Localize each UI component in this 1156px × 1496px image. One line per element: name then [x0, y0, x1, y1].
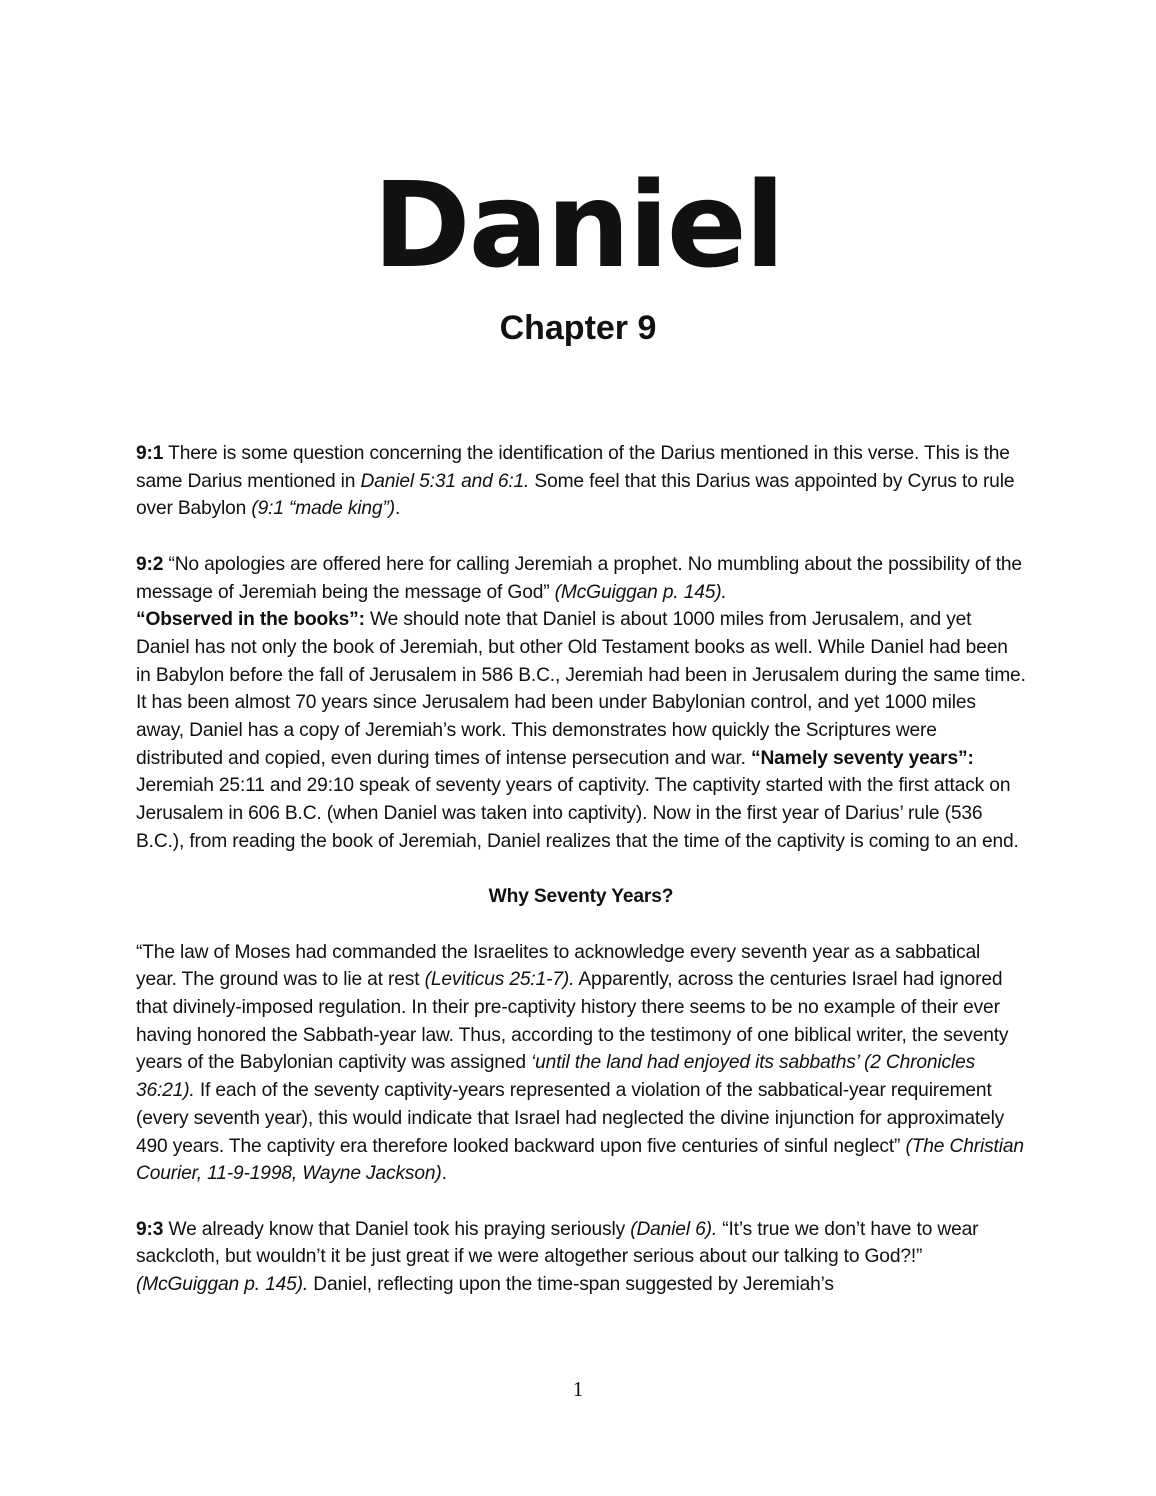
citation: ‘until the land had enjoyed its sabbaths’ (2 Chronicles 36:21).: [136, 1052, 976, 1102]
verse-ref: 9:2: [136, 553, 164, 575]
text-run: We should note that Daniel is about 1000 miles from Jerusalem, and yet Daniel has not only the book of Jeremiah, but other Old Testament books as well. While Daniel had been in Babylon before the fall of Jerusalem in 586 B.C., Jeremiah had been in Jerusalem during the same time. It has been almost 70 years since Jerusalem had been under Babylonian control, and yet 1000 miles away, Daniel has a copy of Jeremiah’s work. This demonstrates how quickly the Scriptures were distributed and copied, even during times of intense persecution and war.: [136, 609, 1026, 769]
text-run: “The law of Moses had commanded the Israelites to acknowledge every seventh year as a sabbatical year. The ground was to lie at rest: [136, 941, 981, 991]
text-run: If each of the seventy captivity-years represented a violation of the sabbatical-year requirement (every seventh year), this would indicate that Israel had neglected the divine injunction for approximately 490 years. The captivity era therefore looked backward upon five centuries of sinful neglect”: [136, 1080, 1005, 1157]
text-run: Daniel, reflecting upon the time-span suggested by Jeremiah’s: [308, 1274, 834, 1296]
text-run: Apparently, across the centuries Israel had ignored that divinely-imposed regulation. In their pre-captivity history there seems to be no example of their ever having honored the Sabbath-year law. Thus, according to the testimony of one biblical writer, the seventy years of the Babylonian captivity was assigned: [136, 969, 1009, 1074]
paragraph-9-2: [136, 551, 1026, 856]
phrase-heading: “Observed in the books”:: [136, 609, 365, 631]
text-run: Jeremiah 25:11 and 29:10 speak of seventy years of captivity. The captivity started with the first attack on Jerusalem in 606 B.C. (when Daniel was taken into captivity). Now in the first year of Darius’ rule (536 B.C.), from reading the book of Jeremiah, Daniel realizes that the time of the captivity is coming to an end.: [136, 775, 1019, 852]
citation: (McGuiggan p. 145).: [136, 1274, 309, 1296]
text-run: “It’s true we don’t have to wear sackcloth, but wouldn’t it be just great if we were altogether serious about our talking to God?!”: [136, 1218, 979, 1268]
citation: (The Christian Courier, 11-9-1998, Wayne Jackson): [136, 1135, 1024, 1185]
paragraph-quote: [136, 939, 1026, 1188]
text-run: .: [441, 1163, 447, 1185]
page-number: 1: [572, 1377, 584, 1401]
citation: (9:1 “made king”): [251, 498, 395, 520]
phrase-heading: “Namely seventy years”:: [751, 747, 974, 769]
verse-ref: 9:3: [136, 1218, 164, 1240]
citation: Daniel 5:31 and 6:1.: [360, 470, 530, 492]
text-run: .: [394, 498, 401, 520]
paragraph-9-3: [136, 1216, 1026, 1299]
verse-ref: 9:1: [136, 443, 164, 464]
text-run: We already know that Daniel took his praying seriously: [163, 1218, 631, 1240]
paragraph-9-1: [136, 440, 1026, 523]
text-run: “No apologies are offered here for calling Jeremiah a prophet. No mumbling about the possibility of the message of Jeremiah being the message of God”: [136, 553, 1022, 603]
text-run: Some feel that this Darius was appointed by Cyrus to rule over Babylon: [136, 470, 1015, 520]
citation: (Leviticus 25:1-7).: [424, 969, 575, 991]
section-heading: Why Seventy Years?: [488, 886, 674, 908]
page-title: Daniel: [372, 156, 784, 294]
chapter-subtitle: Chapter 9: [499, 309, 657, 347]
citation: (Daniel 6).: [630, 1218, 718, 1240]
citation: (McGuiggan p. 145).: [554, 581, 727, 603]
document-body: [136, 440, 1026, 1326]
text-run: There is some question concerning the identification of the Darius mentioned in this verse. This is the same Darius mentioned in: [136, 443, 1010, 492]
